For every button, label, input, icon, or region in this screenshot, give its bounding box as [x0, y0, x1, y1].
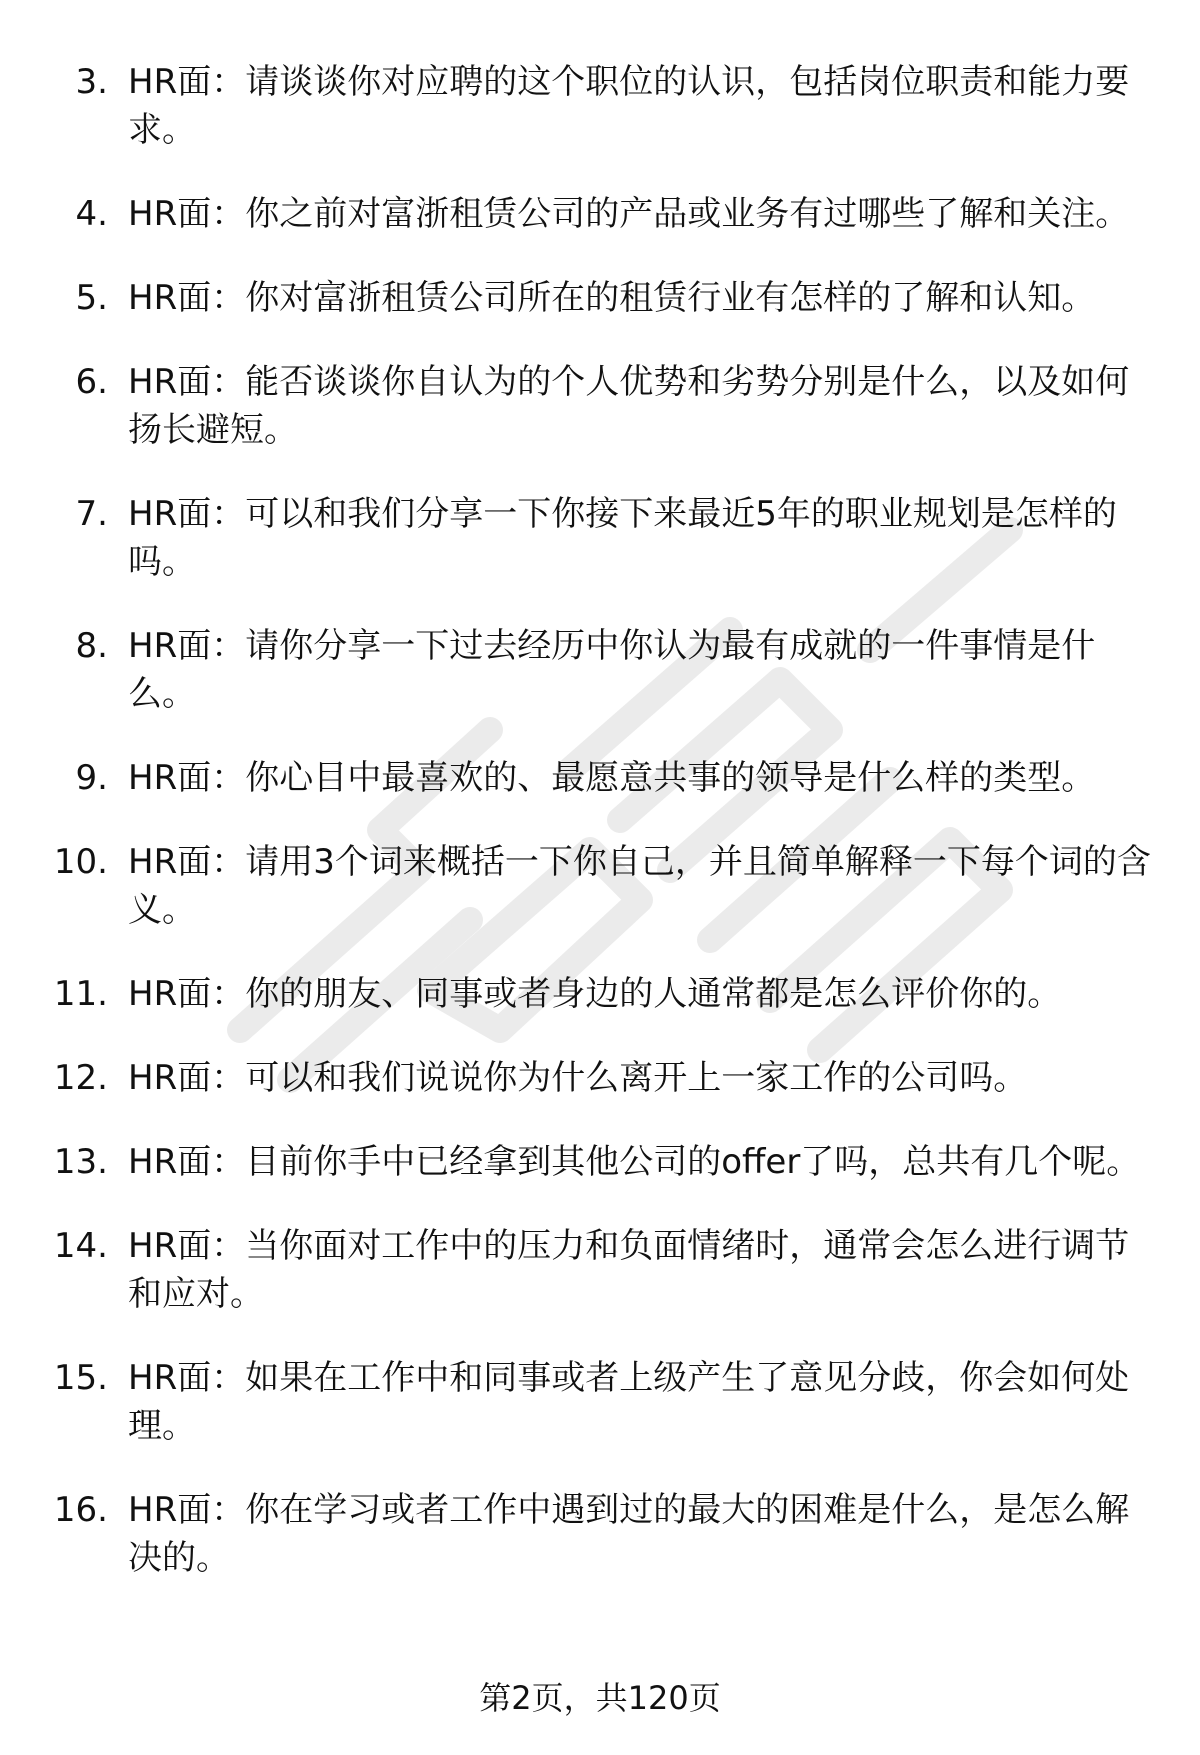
list-item-text: HR面：你在学习或者工作中遇到过的最大的困难是什么，是怎么解决的。	[128, 1490, 1130, 1578]
list-item	[0, 58, 1200, 154]
list-item	[0, 190, 1200, 238]
list-item-text: HR面：你心目中最喜欢的、最愿意共事的领导是什么样的类型。	[128, 758, 1096, 798]
list-item-number: 8.	[75, 626, 108, 666]
list-item-text: HR面：请你分享一下过去经历中你认为最有成就的一件事情是什么。	[128, 626, 1096, 714]
list-item	[0, 1222, 1200, 1318]
list-item-number: 5.	[75, 278, 108, 318]
list-item-number: 10.	[53, 842, 108, 882]
list-item	[0, 358, 1200, 454]
list-item-number: 13.	[53, 1142, 108, 1182]
list-item	[0, 1054, 1200, 1102]
list-item	[0, 1138, 1200, 1186]
list-item-text: HR面：可以和我们说说你为什么离开上一家工作的公司吗。	[128, 1058, 1028, 1098]
list-item-text: HR面：目前你手中已经拿到其他公司的offer了吗，总共有几个呢。	[128, 1142, 1141, 1182]
list-item-text: HR面：请谈谈你对应聘的这个职位的认识，包括岗位职责和能力要求。	[128, 62, 1130, 150]
list-item-text: HR面：你的朋友、同事或者身边的人通常都是怎么评价你的。	[128, 974, 1062, 1014]
list-item-number: 15.	[53, 1358, 108, 1398]
list-item-text: HR面：你之前对富浙租赁公司的产品或业务有过哪些了解和关注。	[128, 194, 1130, 234]
list-item	[0, 274, 1200, 322]
list-item-number: 4.	[75, 194, 108, 234]
list-item-text: HR面：请用3个词来概括一下你自己，并且简单解释一下每个词的含义。	[128, 842, 1151, 930]
list-item-number: 11.	[53, 974, 108, 1014]
list-item-text: HR面：你对富浙租赁公司所在的租赁行业有怎样的了解和认知。	[128, 278, 1096, 318]
page-footer	[0, 1676, 1200, 1720]
list-item-number: 16.	[53, 1490, 108, 1530]
page-number-label: 第2页，共120页	[479, 1679, 721, 1717]
list-item-text: HR面：如果在工作中和同事或者上级产生了意见分歧，你会如何处理。	[128, 1358, 1130, 1446]
list-item-text: HR面：可以和我们分享一下你接下来最近5年的职业规划是怎样的吗。	[128, 494, 1117, 582]
list-item	[0, 754, 1200, 802]
list-item	[0, 490, 1200, 586]
list-item-number: 6.	[75, 362, 108, 402]
list-item	[0, 970, 1200, 1018]
list-item-number: 14.	[53, 1226, 108, 1266]
list-item	[0, 1354, 1200, 1450]
question-list	[0, 58, 1200, 1618]
list-item-number: 9.	[75, 758, 108, 798]
list-item	[0, 622, 1200, 718]
list-item-number: 3.	[75, 62, 108, 102]
list-item	[0, 1486, 1200, 1582]
list-item-text: HR面：当你面对工作中的压力和负面情绪时，通常会怎么进行调节和应对。	[128, 1226, 1130, 1314]
list-item	[0, 838, 1200, 934]
list-item-number: 12.	[53, 1058, 108, 1098]
list-item-text: HR面：能否谈谈你自认为的个人优势和劣势分别是什么，以及如何扬长避短。	[128, 362, 1130, 450]
list-item-number: 7.	[75, 494, 108, 534]
